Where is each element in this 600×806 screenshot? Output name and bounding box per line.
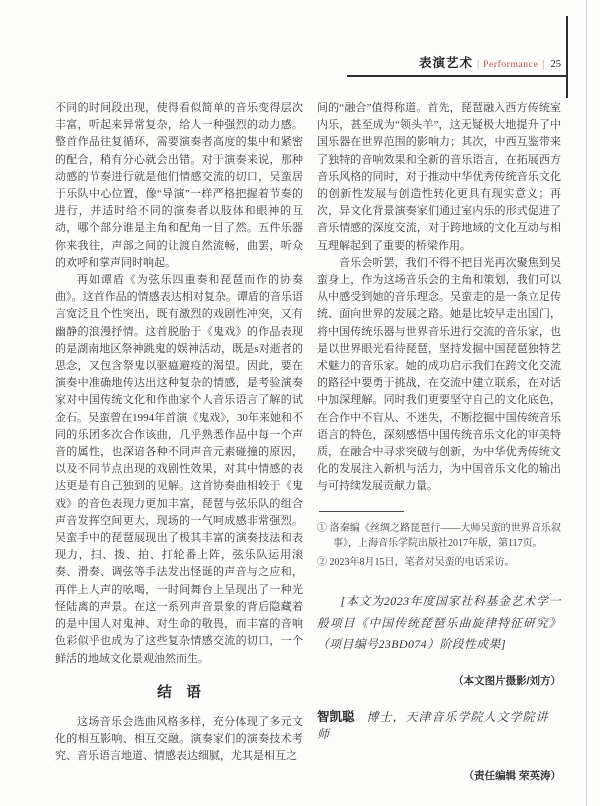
footnotes-block — [317, 521, 561, 571]
header-horizontal-rule — [347, 75, 567, 77]
body-paragraph: 这场音乐会选曲风格多样，充分体现了多元文化的相互影响、相互交融。演奏家们的演奏技术考究、音乐语言地道、情感表达细腻，尤其是相互之 — [55, 715, 303, 763]
author-bio: 博士，天津音乐学院人文学院讲师 — [317, 709, 549, 741]
editor-note: （责任编辑 荣英涛） — [463, 770, 561, 783]
page-header — [419, 53, 561, 71]
header-vertical-rule — [566, 16, 568, 98]
section-title-en: Performance — [483, 60, 539, 70]
page-number: 25 — [550, 59, 561, 70]
conclusion-heading: 结 语 — [157, 684, 201, 701]
body-paragraph: 不同的时间段出现，使得看似简单的音乐变得层次丰富，听起来异常复杂，给人一种强烈的动力感。整首作品往复循环，需要演奏者高度的集中和紧密的配合，稍有分心就会出错。对于演奏来说，那种动感的节奏进行就是他们情感交流的切口，吴蛮居于乐队中心位置，像“导演”一样严格把握着节奏的进行，并适时给不同的演奏者以肢体和眼神的互动，哪个部分谁是主角和配角一目了然。五件乐器你来我往，声部之间的让渡自然流畅，曲罢，听众的欢呼和掌声同时响起。 — [55, 102, 303, 269]
footnote-item: ② 2023年8月15日，笔者对吴蛮的电话采访。 — [317, 557, 515, 569]
body-paragraph: 间的“融合”值得称道。首先，琵琶融入西方传统室内乐，甚至成为“领头羊”，这无疑极大地提升了中国乐器在世界范围的影响力；其次，中西互鉴带来了独特的音响效果和全新的音乐语言，在拓展西方音乐风格的同时，对于推动中华优秀传统音乐文化的创新性发展与创造性转化更具有现实意义；再次，异文化背景演奏家们通过室内乐的形式促进了音乐情感的深度交流，对于跨地域的文化互动与相互理解起到了重要的桥梁作用。 — [317, 102, 561, 252]
photo-credit: （本文图片摄影/刘方） — [453, 674, 561, 687]
author-line — [317, 709, 561, 743]
footnote-item: ① 洛秦编《丝绸之路琵琶行——大师吴蛮的世界音乐叙事》，上海音乐学院出版社2017年版，第117页。 — [317, 522, 561, 550]
section-title-cn: 表演艺术 — [418, 56, 473, 70]
page-edge-line — [586, 0, 587, 806]
header-separator: | — [476, 58, 480, 70]
body-paragraph: 音乐会听罢，我们不得不把目光再次聚焦到吴蛮身上，作为这场音乐会的主角和策划，我们可以从中感受到她的音乐理念。吴蛮走的是一条立足传统、面向世界的发展之路。她是比较早走出国门，将中国传统乐器与世界音乐进行交流的音乐家，也是以世界眼光看待琵琶，坚持发掘中国琵琶独特艺术魅力的音乐家。她的成功启示我们在跨文化交流的路径中要勇于挑战，在交流中建立联系，在对话中加深理解。同时我们更要坚守自己的文化底色，在合作中不盲从、不迷失，不断挖掘中国传统音乐语言的特色，深刻感悟中国传统音乐文化的审美特质，在融合中寻求突破与创新，为中华优秀传统文化的发展注入新机与活力，为中国音乐文化的输出与可持续发展贡献力量。 — [317, 256, 561, 493]
left-column — [55, 100, 303, 766]
footnote-divider — [319, 511, 404, 512]
right-column — [317, 100, 561, 785]
author-name: 智凯聪 — [317, 709, 355, 724]
header-separator: | — [542, 58, 545, 70]
funding-note: [本文为2023年度国家社科基金艺术学一般项目《中国传统琵琶乐曲旋律特征研究》（项目编号23BD074）阶段性成果] — [317, 594, 561, 652]
body-paragraph: 再如谭盾《为弦乐四重奏和琵琶而作的协奏曲》。这首作品的情感表达相对复杂。谭盾的音乐语言宽泛且个性突出，既有激烈的戏剧性冲突，又有幽静的浪漫抒情。这首脱胎于《鬼戏》的作品表现的是湖南地区祭神跳鬼的娱神活动，既是s对逝者的思念，又包含祭鬼以驱瘟避疫的渴望。因此，要在演奏中准确地传达出这种复杂的情感，是考验演奏家对中国传统文化和作曲家个人音乐语言了解的试金石。吴蛮曾在1994年首演《鬼戏》，30年来她和不同的乐团多次合作该曲，几乎熟悉作品中每一个声音的属性，也深谙各种不同声音元素碰撞的原因，以及不同节点出现的戏剧性效果，对其中情感的表达更是有自己独到的见解。这首协奏曲相较于《鬼戏》的音色表现力更加丰富，琵琶与弦乐队的组合声音发挥空间更大，现场的一气呵成感非常强烈。吴蛮手中的琵琶展现出了极其丰富的演奏技法和表现力，扫、拨、拍、打轮番上阵，弦乐队运用滚奏、滑奏、调弦等手法发出怪诞的声音与之应和，再伴上人声的吆喝，一时间舞台上呈现出了一种光怪陆离的声景。在这一系列声音景象的背后隐藏着的是中国人对鬼神、对生命的敬畏，而丰富的音响色彩似乎也成为了这些复杂情感交流的切口，一个鲜活的地域文化景观油然而生。 — [55, 274, 303, 665]
